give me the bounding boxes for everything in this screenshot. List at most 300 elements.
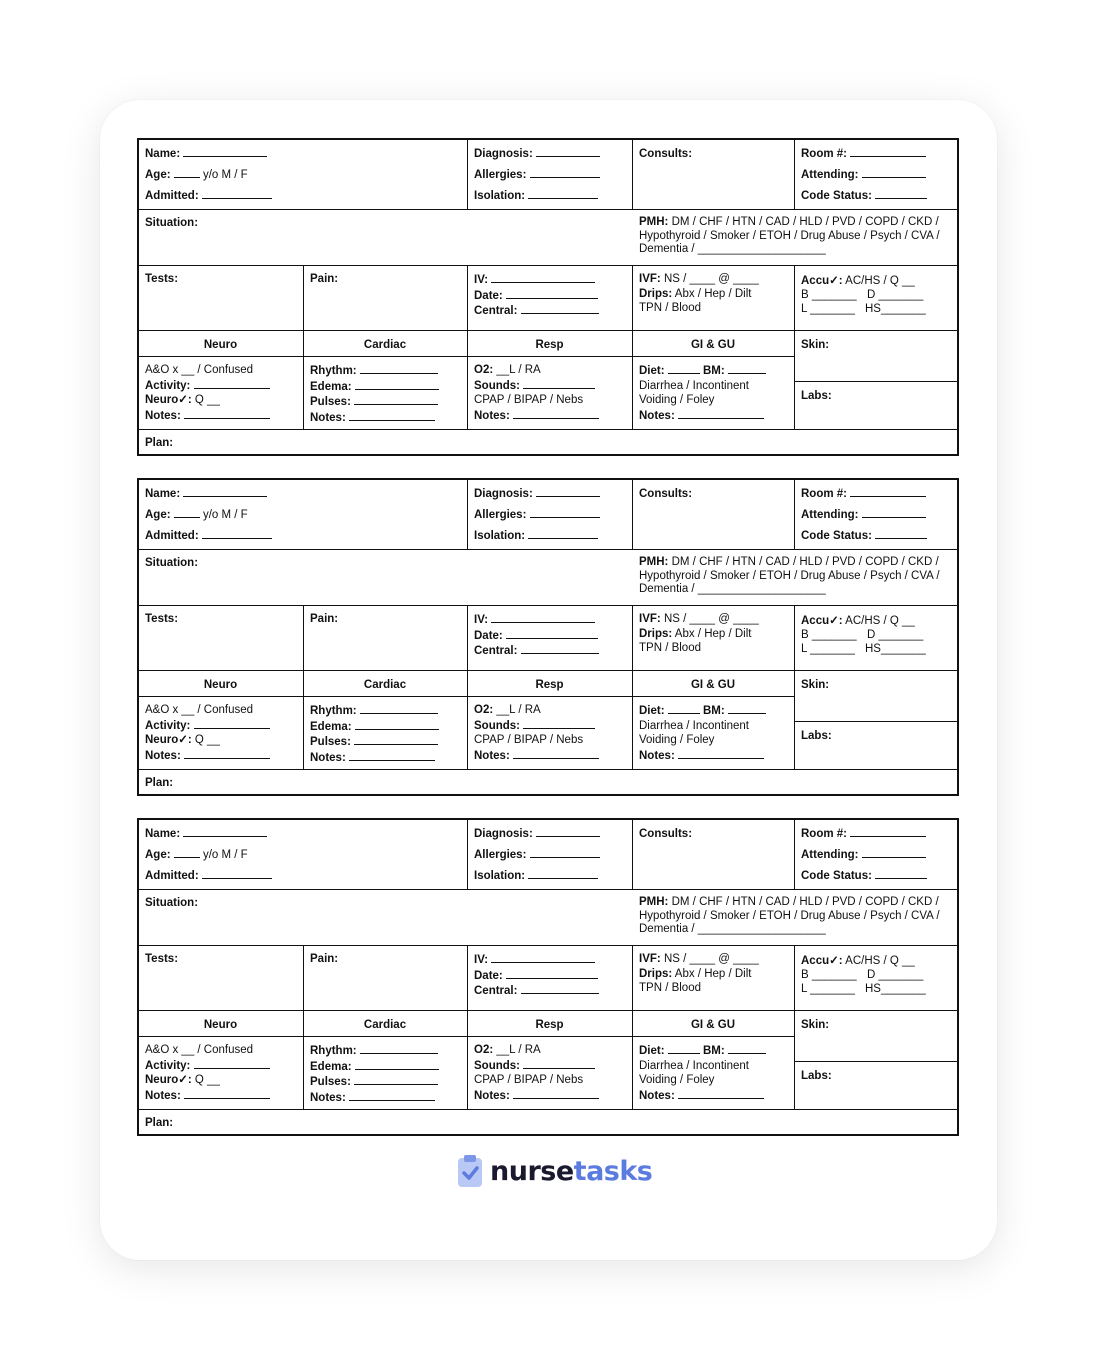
sounds-field[interactable] [523, 1058, 595, 1069]
accu-l: L _______ [801, 303, 855, 315]
consults-cell[interactable] [633, 480, 794, 549]
bm-label: BM: [702, 705, 725, 717]
central-label: Central: [474, 305, 518, 317]
skin-label: Skin: [801, 679, 830, 691]
allergies-label: Allergies: [474, 509, 527, 521]
resp-notes-field[interactable] [513, 1088, 599, 1099]
plan-label: Plan: [145, 777, 174, 789]
name-label: Name: [145, 828, 181, 840]
consults-label: Consults: [639, 828, 693, 840]
code-status-label: Code Status: [801, 190, 872, 202]
brand-name-part1: nurse [490, 1155, 574, 1187]
accu-label: Accu✓: [801, 615, 843, 627]
diagnosis-field[interactable] [536, 486, 600, 497]
rhythm-label: Rhythm: [310, 1045, 357, 1057]
drips-label: Drips: [639, 967, 673, 980]
neuro-check-label: Neuro✓: [145, 734, 192, 746]
date-label: Date: [474, 629, 503, 642]
resp-header: Resp [535, 339, 564, 351]
diarrhea-options: Diarrhea / Incontinent [639, 719, 749, 732]
activity-label: Activity: [145, 1059, 191, 1072]
room-cell [795, 820, 957, 889]
brand-logo [456, 1153, 652, 1189]
attending-field[interactable] [862, 167, 926, 178]
pulses-field[interactable] [354, 734, 438, 745]
neuro-header: Neuro [203, 1019, 238, 1031]
labs-label: Labs: [801, 1070, 832, 1082]
diet-field[interactable] [668, 363, 700, 374]
neuro-check-value: Q __ [194, 734, 220, 746]
cpap-options: CPAP / BIPAP / Nebs [474, 1074, 584, 1086]
date-field[interactable] [506, 968, 598, 979]
patient-report-sheet [137, 138, 959, 456]
cardiac-notes-field[interactable] [349, 1090, 435, 1101]
code-status-label: Code Status: [801, 870, 872, 882]
admitted-label: Admitted: [145, 870, 199, 882]
admitted-label: Admitted: [145, 530, 199, 542]
attending-field[interactable] [862, 507, 926, 518]
accu-value: AC/HS / Q __ [845, 275, 915, 287]
diagnosis-label: Diagnosis: [474, 828, 533, 840]
edema-field[interactable] [355, 1059, 439, 1070]
allergies-field[interactable] [530, 507, 600, 518]
diagnosis-field[interactable] [536, 146, 600, 157]
voiding-options: Voiding / Foley [639, 394, 715, 406]
admitted-field[interactable] [202, 868, 272, 879]
resp-header: Resp [535, 679, 564, 691]
accu-b: B _______ [801, 629, 857, 641]
isolation-field[interactable] [528, 528, 598, 539]
o2-label: O2: [474, 1044, 494, 1056]
accu-check-cell [795, 606, 957, 670]
resp-notes-label: Notes: [474, 749, 510, 762]
ivf-label: IVF: [639, 273, 661, 285]
pmh-label: PMH: [639, 556, 669, 568]
diagnosis-label: Diagnosis: [474, 488, 533, 500]
pmh-line3: Dementia / ____________________ [639, 923, 826, 935]
gi-gu-cell [633, 357, 794, 429]
resp-cell [468, 697, 632, 769]
gi-notes-field[interactable] [678, 408, 764, 419]
drips-value: Abx / Hep / Dilt [674, 627, 752, 640]
diet-label: Diet: [639, 1045, 665, 1057]
diet-field[interactable] [668, 1043, 700, 1054]
ao-orientation: A&O x __ / Confused [145, 364, 254, 376]
tpn-blood: TPN / Blood [639, 642, 701, 654]
voiding-options: Voiding / Foley [639, 1074, 715, 1086]
cardiac-notes-field[interactable] [349, 410, 435, 421]
age-suffix: y/o M / F [202, 169, 248, 181]
accu-value: AC/HS / Q __ [845, 615, 915, 627]
activity-label: Activity: [145, 719, 191, 732]
accu-hs: HS_______ [865, 643, 926, 655]
isolation-field[interactable] [528, 868, 598, 879]
accu-label: Accu✓: [801, 955, 843, 967]
iv-cell [468, 606, 632, 670]
accu-l: L _______ [801, 643, 855, 655]
room-cell [795, 140, 957, 209]
plan-cell[interactable] [139, 770, 957, 794]
diagnosis-label: Diagnosis: [474, 148, 533, 160]
sounds-label: Sounds: [474, 719, 520, 732]
gi-gu-cell [633, 1037, 794, 1109]
cardiac-notes-label: Notes: [310, 411, 346, 424]
room-field[interactable] [850, 146, 926, 157]
pulses-label: Pulses: [310, 396, 351, 408]
cpap-options: CPAP / BIPAP / Nebs [474, 734, 584, 746]
consults-label: Consults: [639, 488, 693, 500]
patient-info-cell [139, 820, 467, 889]
drips-label: Drips: [639, 287, 673, 300]
ao-orientation: A&O x __ / Confused [145, 1044, 254, 1056]
situation-label: Situation: [145, 897, 199, 909]
allergies-field[interactable] [530, 847, 600, 858]
accu-d: D _______ [867, 629, 924, 641]
cardiac-cell [304, 1037, 467, 1109]
accu-b: B _______ [801, 969, 857, 981]
accu-value: AC/HS / Q __ [845, 955, 915, 967]
o2-label: O2: [474, 364, 494, 376]
activity-field[interactable] [194, 1058, 270, 1069]
accu-d: D _______ [867, 289, 924, 301]
patient-report-sheet [137, 818, 959, 1136]
sounds-field[interactable] [523, 718, 595, 729]
consults-cell[interactable] [633, 820, 794, 889]
accu-check-cell [795, 946, 957, 1010]
pmh-line2: Hypothyroid / Smoker / ETOH / Drug Abuse / Psych / CVA / [639, 229, 940, 242]
voiding-options: Voiding / Foley [639, 734, 715, 746]
accu-label: Accu✓: [801, 275, 843, 287]
age-suffix: y/o M / F [202, 509, 248, 521]
pmh-line3: Dementia / ____________________ [639, 583, 826, 595]
iv-label: IV: [474, 954, 489, 966]
pmh-label: PMH: [639, 896, 669, 908]
iv-label: IV: [474, 614, 489, 626]
gi-gu-cell [633, 697, 794, 769]
room-field[interactable] [850, 826, 926, 837]
pmh-line1: DM / CHF / HTN / CAD / HLD / PVD / COPD / CKD / [671, 216, 939, 228]
room-label: Room #: [801, 148, 847, 160]
rhythm-label: Rhythm: [310, 365, 357, 377]
skin-label: Skin: [801, 339, 830, 351]
labs-cell[interactable] [795, 722, 957, 769]
age-label: Age: [145, 849, 171, 861]
situation-cell[interactable] [139, 890, 632, 945]
date-field[interactable] [506, 288, 598, 299]
drips-value: Abx / Hep / Dilt [674, 287, 752, 300]
iv-field[interactable] [491, 612, 595, 623]
pmh-line1: DM / CHF / HTN / CAD / HLD / PVD / COPD / CKD / [671, 896, 939, 908]
pulses-field[interactable] [354, 1074, 438, 1085]
name-label: Name: [145, 488, 181, 500]
pain-label: Pain: [310, 953, 339, 965]
pmh-cell [633, 890, 957, 945]
gi-notes-field[interactable] [678, 748, 764, 759]
code-status-field[interactable] [875, 188, 927, 199]
sounds-label: Sounds: [474, 1059, 520, 1072]
iv-cell [468, 946, 632, 1010]
patient-report-sheet [137, 478, 959, 796]
ivf-label: IVF: [639, 953, 661, 965]
labs-label: Labs: [801, 390, 832, 402]
plan-label: Plan: [145, 437, 174, 449]
cardiac-cell [304, 357, 467, 429]
allergies-label: Allergies: [474, 169, 527, 181]
neuro-check-label: Neuro✓: [145, 1074, 192, 1086]
isolation-label: Isolation: [474, 870, 526, 882]
tests-cell[interactable] [139, 266, 303, 330]
consults-label: Consults: [639, 148, 693, 160]
central-field[interactable] [521, 983, 599, 994]
resp-notes-label: Notes: [474, 1089, 510, 1102]
name-field[interactable] [183, 826, 267, 837]
tests-cell[interactable] [139, 946, 303, 1010]
neuro-cell [139, 1037, 303, 1109]
neuro-header: Neuro [203, 339, 238, 351]
accu-hs: HS_______ [865, 303, 926, 315]
bm-label: BM: [702, 1045, 725, 1057]
central-field[interactable] [521, 303, 599, 314]
consults-cell[interactable] [633, 140, 794, 209]
date-label: Date: [474, 969, 503, 982]
tpn-blood: TPN / Blood [639, 982, 701, 994]
age-label: Age: [145, 509, 171, 521]
pmh-line1: DM / CHF / HTN / CAD / HLD / PVD / COPD / CKD / [671, 556, 939, 568]
pain-label: Pain: [310, 613, 339, 625]
o2-value: __L / RA [496, 364, 541, 376]
cardiac-cell [304, 697, 467, 769]
ivf-cell [633, 266, 794, 330]
edema-label: Edema: [310, 380, 352, 393]
patient-info-cell [139, 480, 467, 549]
situation-cell[interactable] [139, 550, 632, 605]
cardiac-header: Cardiac [363, 1019, 407, 1031]
tests-label: Tests: [145, 953, 179, 965]
accu-hs: HS_______ [865, 983, 926, 995]
edema-field[interactable] [355, 719, 439, 730]
brand-name-part2: tasks [573, 1155, 653, 1187]
gi-notes-label: Notes: [639, 749, 675, 762]
diarrhea-options: Diarrhea / Incontinent [639, 1059, 749, 1072]
diagnosis-cell [468, 480, 632, 549]
central-field[interactable] [521, 643, 599, 654]
sounds-field[interactable] [523, 378, 595, 389]
allergies-field[interactable] [530, 167, 600, 178]
rhythm-label: Rhythm: [310, 705, 357, 717]
labs-cell[interactable] [795, 1062, 957, 1109]
skin-label: Skin: [801, 1019, 830, 1031]
pmh-line2: Hypothyroid / Smoker / ETOH / Drug Abuse / Psych / CVA / [639, 569, 940, 582]
neuro-notes-label: Notes: [145, 409, 181, 422]
tpn-blood: TPN / Blood [639, 302, 701, 314]
labs-label: Labs: [801, 730, 832, 742]
attending-label: Attending: [801, 849, 859, 861]
name-label: Name: [145, 148, 181, 160]
ao-orientation: A&O x __ / Confused [145, 704, 254, 716]
ivf-value: NS / ____ @ ____ [663, 273, 759, 285]
attending-label: Attending: [801, 509, 859, 521]
pain-cell[interactable] [304, 266, 467, 330]
admitted-field[interactable] [202, 528, 272, 539]
cardiac-header: Cardiac [363, 679, 407, 691]
pulses-label: Pulses: [310, 1076, 351, 1088]
situation-label: Situation: [145, 217, 199, 229]
cardiac-notes-field[interactable] [349, 750, 435, 761]
ivf-value: NS / ____ @ ____ [663, 613, 759, 625]
resp-cell [468, 1037, 632, 1109]
diagnosis-cell [468, 820, 632, 889]
resp-notes-field[interactable] [513, 408, 599, 419]
tests-cell[interactable] [139, 606, 303, 670]
neuro-check-value: Q __ [194, 394, 220, 406]
allergies-label: Allergies: [474, 849, 527, 861]
resp-notes-label: Notes: [474, 409, 510, 422]
skin-cell[interactable] [795, 331, 957, 381]
drips-value: Abx / Hep / Dilt [674, 967, 752, 980]
pulses-label: Pulses: [310, 736, 351, 748]
iv-cell [468, 266, 632, 330]
gi-notes-label: Notes: [639, 409, 675, 422]
pmh-line3: Dementia / ____________________ [639, 243, 826, 255]
situation-cell[interactable] [139, 210, 632, 265]
name-field[interactable] [183, 486, 267, 497]
pmh-cell [633, 550, 957, 605]
isolation-field[interactable] [528, 188, 598, 199]
date-label: Date: [474, 289, 503, 302]
ivf-value: NS / ____ @ ____ [663, 953, 759, 965]
central-label: Central: [474, 645, 518, 657]
pmh-cell [633, 210, 957, 265]
admitted-label: Admitted: [145, 190, 199, 202]
situation-label: Situation: [145, 557, 199, 569]
diarrhea-options: Diarrhea / Incontinent [639, 379, 749, 392]
resp-cell [468, 357, 632, 429]
skin-cell[interactable] [795, 671, 957, 721]
tests-label: Tests: [145, 273, 179, 285]
bm-field[interactable] [728, 363, 766, 374]
neuro-check-label: Neuro✓: [145, 394, 192, 406]
cardiac-notes-label: Notes: [310, 751, 346, 764]
admitted-field[interactable] [202, 188, 272, 199]
sounds-label: Sounds: [474, 379, 520, 392]
resp-header: Resp [535, 1019, 564, 1031]
o2-value: __L / RA [496, 1044, 541, 1056]
ivf-cell [633, 606, 794, 670]
accu-d: D _______ [867, 969, 924, 981]
gi-notes-label: Notes: [639, 1089, 675, 1102]
rhythm-field[interactable] [360, 703, 438, 714]
bm-field[interactable] [728, 1043, 766, 1054]
neuro-notes-field[interactable] [184, 1088, 270, 1099]
bm-field[interactable] [728, 703, 766, 714]
neuro-header: Neuro [203, 679, 238, 691]
edema-label: Edema: [310, 720, 352, 733]
age-suffix: y/o M / F [202, 849, 248, 861]
age-field[interactable] [174, 847, 200, 858]
neuro-check-value: Q __ [194, 1074, 220, 1086]
patient-info-cell [139, 140, 467, 209]
plan-cell[interactable] [139, 430, 957, 454]
gi-notes-field[interactable] [678, 1088, 764, 1099]
gi-gu-header: GI & GU [690, 679, 736, 691]
edema-label: Edema: [310, 1060, 352, 1073]
o2-value: __L / RA [496, 704, 541, 716]
diet-label: Diet: [639, 365, 665, 377]
neuro-notes-label: Notes: [145, 1089, 181, 1102]
neuro-notes-label: Notes: [145, 749, 181, 762]
iv-field[interactable] [491, 272, 595, 283]
edema-field[interactable] [355, 379, 439, 390]
diet-field[interactable] [668, 703, 700, 714]
code-status-label: Code Status: [801, 530, 872, 542]
bm-label: BM: [702, 365, 725, 377]
code-status-field[interactable] [875, 868, 927, 879]
cpap-options: CPAP / BIPAP / Nebs [474, 394, 584, 406]
cardiac-notes-label: Notes: [310, 1091, 346, 1104]
neuro-cell [139, 357, 303, 429]
isolation-label: Isolation: [474, 190, 526, 202]
room-cell [795, 480, 957, 549]
ivf-cell [633, 946, 794, 1010]
iv-field[interactable] [491, 952, 595, 963]
gi-gu-header: GI & GU [690, 1019, 736, 1031]
gi-gu-header: GI & GU [690, 339, 736, 351]
plan-label: Plan: [145, 1117, 174, 1129]
accu-check-cell [795, 266, 957, 330]
ivf-label: IVF: [639, 613, 661, 625]
attending-field[interactable] [862, 847, 926, 858]
resp-notes-field[interactable] [513, 748, 599, 759]
date-field[interactable] [506, 628, 598, 639]
rhythm-field[interactable] [360, 363, 438, 374]
room-field[interactable] [850, 486, 926, 497]
age-label: Age: [145, 169, 171, 181]
pmh-label: PMH: [639, 216, 669, 228]
skin-cell[interactable] [795, 1011, 957, 1061]
neuro-notes-field[interactable] [184, 408, 270, 419]
pmh-line2: Hypothyroid / Smoker / ETOH / Drug Abuse / Psych / CVA / [639, 909, 940, 922]
isolation-label: Isolation: [474, 530, 526, 542]
diagnosis-field[interactable] [536, 826, 600, 837]
labs-cell[interactable] [795, 382, 957, 429]
activity-field[interactable] [194, 718, 270, 729]
pain-label: Pain: [310, 273, 339, 285]
neuro-cell [139, 697, 303, 769]
tests-label: Tests: [145, 613, 179, 625]
room-label: Room #: [801, 488, 847, 500]
plan-cell[interactable] [139, 1110, 957, 1134]
activity-field[interactable] [194, 378, 270, 389]
o2-label: O2: [474, 704, 494, 716]
rhythm-field[interactable] [360, 1043, 438, 1054]
age-field[interactable] [174, 507, 200, 518]
code-status-field[interactable] [875, 528, 927, 539]
central-label: Central: [474, 985, 518, 997]
cardiac-header: Cardiac [363, 339, 407, 351]
activity-label: Activity: [145, 379, 191, 392]
pulses-field[interactable] [354, 394, 438, 405]
name-field[interactable] [183, 146, 267, 157]
diet-label: Diet: [639, 705, 665, 717]
pain-cell[interactable] [304, 606, 467, 670]
room-label: Room #: [801, 828, 847, 840]
drips-label: Drips: [639, 627, 673, 640]
age-field[interactable] [174, 167, 200, 178]
accu-l: L _______ [801, 983, 855, 995]
neuro-notes-field[interactable] [184, 748, 270, 759]
accu-b: B _______ [801, 289, 857, 301]
pain-cell[interactable] [304, 946, 467, 1010]
